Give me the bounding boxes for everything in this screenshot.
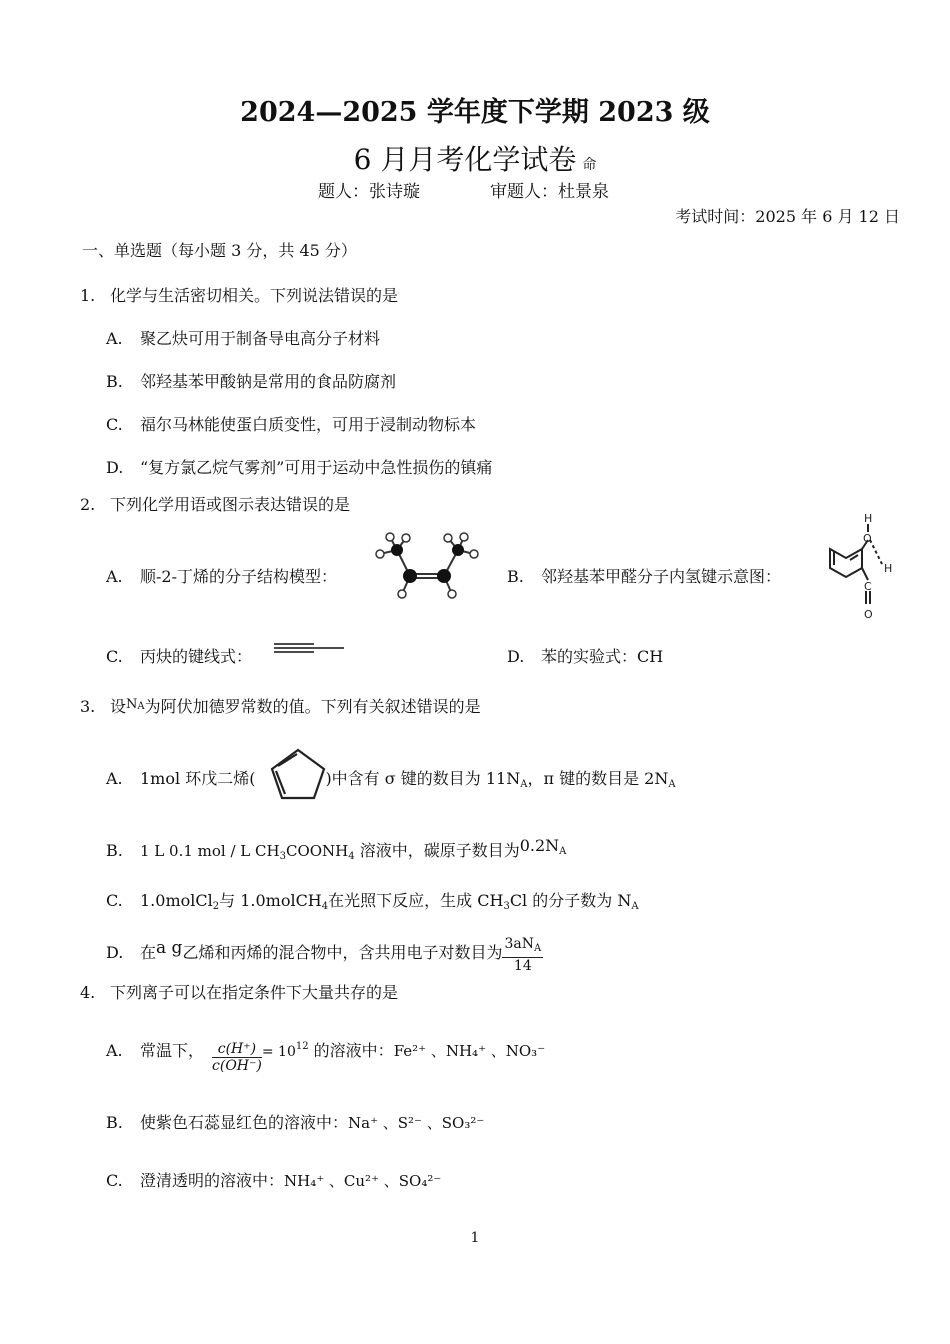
q3-option-b [106,836,566,862]
ion-list: Fe²⁺ 、NH₄⁺ 、NO₃⁻ [393,1042,546,1060]
authors-line [318,177,609,202]
fraction [502,936,543,974]
option-text: 常温下， [140,1041,205,1060]
q3-option-c [106,888,639,912]
question-text: 为阿伏加德罗常数的值。下列有关叙述错误的是 [144,697,481,716]
ion-list: Na⁺ 、S²⁻ 、SO₃²⁻ [348,1114,485,1132]
option-label: B. [507,567,524,586]
subscript: A [559,846,567,857]
option-text: 1mol 环戊二烯( [140,769,256,788]
subscript: A [668,779,676,790]
author: 题人：张诗璇 [318,182,420,202]
q2-option-d [507,644,663,667]
question-number: 2. [80,495,96,514]
na-symbol: N [126,697,138,712]
exam-title-text: 6 月月考化学试卷 [353,143,577,176]
atom-label-o2: O [864,608,873,621]
option-label: B. [106,372,123,391]
question-3-stem [80,694,481,717]
section-heading: 一、单选题（每小题 3 分，共 45 分） [82,241,357,260]
cyclopentadiene-image [264,744,332,802]
q1-option-b [106,369,396,392]
question-text-prefix: 设 [110,697,127,716]
exam-time: 考试时间：2025 年 6 月 12 日 [675,207,900,226]
option-label: C. [106,891,123,910]
question-text: 下列化学用语或图示表达错误的是 [110,495,351,514]
option-text: 邻羟基苯甲醛分子内氢键示意图： [541,567,782,586]
subscript: A [631,901,639,912]
subscript: 2 [212,901,220,912]
option-label: A. [106,769,123,788]
question-4-stem [80,980,398,1003]
option-text: 1 L 0.1 mol / L CH [140,842,280,860]
numerator: 3aN [504,936,534,952]
option-text: “复方氯乙烷气雾剂”可用于运动中急性损伤的镇痛 [140,458,493,477]
q1-option-d [106,455,492,478]
exam-title-small: 命 [582,157,597,173]
value: 0.2N [519,836,560,855]
q2-option-b [507,564,781,587]
option-text: 溶液中，碳原子数目为 [354,841,520,860]
q1-option-c [106,412,476,435]
propyne-skeletal-formula-image [274,640,346,654]
question-text: 下列离子可以在指定条件下大量共存的是 [110,983,399,1002]
option-text: 顺-2-丁烯的分子结构模型： [140,567,337,586]
option-label: C. [106,1171,123,1190]
page-number: 1 [470,1230,480,1246]
q1-option-a [106,326,380,349]
subscript: 3 [503,901,510,912]
option-label: C. [106,415,123,434]
intramolecular-hydrogen-bond-image [826,512,898,624]
subscript: 4 [321,901,329,912]
question-text: 化学与生活密切相关。下列说法错误的是 [110,286,399,305]
option-text: 苯的实验式：CH [541,647,664,666]
option-label: B. [106,841,123,860]
numerator: c(H⁺) [212,1041,262,1058]
fraction [212,1041,262,1074]
option-label: A. [106,1041,123,1060]
option-label: A. [106,329,123,348]
question-2-stem [80,492,350,515]
option-text: Cl 的分子数为 N [509,891,632,910]
option-text: 丙炔的键线式： [140,647,253,666]
option-text: ，π 键的数目是 2N [527,769,669,788]
option-text: 聚乙炔可用于制备导电高分子材料 [140,329,381,348]
option-label: A. [106,567,123,586]
atom-label-h2: H [884,562,893,575]
atom-label-c: C [864,580,872,593]
mass-value: a g [156,938,183,958]
reviewer: 审题人：杜景泉 [490,182,609,202]
exam-title-line1: 2024—2025 学年度下学期 2023 级 [240,97,710,128]
equation: = 10 [261,1044,296,1060]
option-text: 在 [140,943,157,962]
option-text: 邻羟基苯甲酸钠是常用的食品防腐剂 [140,372,397,391]
na-subscript: A [137,701,145,712]
option-text: COONH [285,842,349,860]
ion-list: NH₄⁺ 、Cu²⁺ 、SO₄²⁻ [284,1172,442,1190]
question-1-stem [80,283,398,306]
option-text: 在光照下反应，生成 CH [328,891,504,910]
option-text: 的溶液中： [308,1041,394,1060]
q3-option-a [106,766,676,790]
exam-title-line2 [0,138,950,178]
option-text: 福尔马林能使蛋白质变性，可用于浸制动物标本 [140,415,477,434]
subscript: A [533,943,542,954]
denominator: 14 [513,958,532,974]
option-text: 1.0molCl [140,891,213,910]
subscript: 3 [279,851,286,862]
q4-option-a [106,1038,545,1074]
option-text: 使紫色石蕊显红色的溶液中： [140,1113,349,1132]
option-label: C. [106,647,123,666]
option-text: 乙烯和丙烯的混合物中，含共用电子对数目为 [182,943,503,962]
option-text: 澄清透明的溶液中： [140,1171,285,1190]
q2-option-c [106,644,252,667]
denominator: c(OH⁻) [212,1058,262,1074]
atom-label-h: H [864,512,873,525]
q4-option-b [106,1110,484,1133]
option-label: D. [507,647,525,666]
q4-option-c [106,1168,441,1191]
question-number: 1. [80,286,96,305]
atom-label-o: O [863,532,872,545]
option-text: 与 1.0molCH [219,891,322,910]
subscript: A [520,779,528,790]
question-number: 4. [80,983,96,1002]
question-number: 3. [80,697,96,716]
option-label: D. [106,943,124,962]
option-label: D. [106,458,124,477]
q2-option-a [106,564,337,587]
cis-2-butene-model-image [372,532,482,602]
option-label: B. [106,1113,123,1132]
superscript: 12 [295,1041,309,1052]
subscript: 4 [348,851,355,862]
option-text: )中含有 σ 键的数目为 11N [325,769,521,788]
q3-option-d [106,936,543,974]
